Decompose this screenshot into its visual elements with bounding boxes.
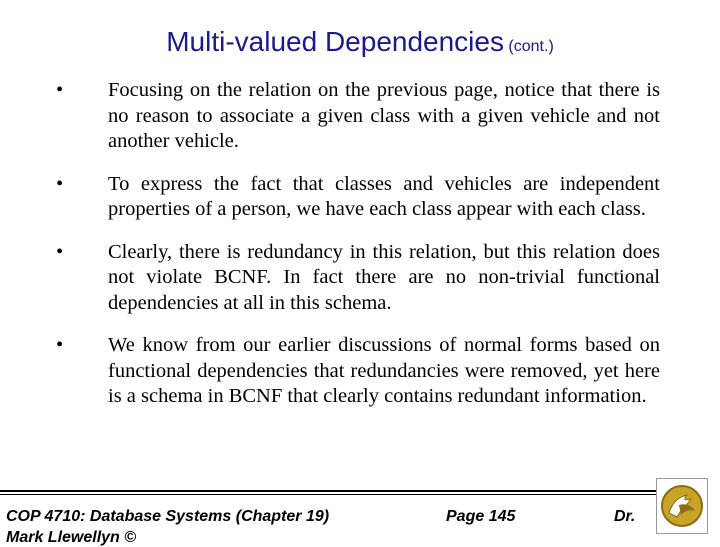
bullet-list: [56, 78, 660, 427]
bullet-text: Clearly, there is redundancy in this relation, but this relation does not violate BCNF. In fact there are no non-trivial functional dependencies at all in this schema.: [108, 240, 660, 314]
bullet-item: [56, 78, 660, 155]
bullet-icon: •: [56, 240, 64, 263]
bullet-item: [56, 333, 660, 410]
bullet-text: We know from our earlier discussions of normal forms based on functional dependencies that redundancies were removed, yet here is a schema in BCNF that clearly contains redundant information.: [108, 334, 660, 407]
bullet-icon: •: [56, 172, 64, 195]
ucf-pegasus-logo-icon: [657, 479, 707, 533]
bullet-icon: •: [56, 334, 64, 356]
logo: [656, 478, 708, 534]
bullet-item: [56, 240, 660, 317]
footer-author: Dr.: [614, 508, 636, 525]
title-main: Multi-valued Dependencies: [166, 26, 504, 57]
slide-title: [0, 26, 720, 58]
footer-author-line2: Mark Llewellyn ©: [6, 529, 137, 546]
footer-page-number: Page 145: [446, 508, 516, 525]
bullet-icon: •: [56, 79, 64, 101]
bullet-text: To express the fact that classes and vehicles are independent properties of a person, we have each class appear with each class.: [108, 172, 660, 220]
footer-divider-thin: [0, 494, 656, 495]
bullet-text: Focusing on the relation on the previous page, notice that there is no reason to associate a given class with a given vehicle and not another vehicle.: [108, 79, 660, 152]
footer-course: COP 4710: Database Systems (Chapter 19): [6, 508, 330, 525]
title-cont: (cont.): [508, 38, 554, 55]
bullet-item: [56, 172, 660, 223]
footer-divider: [0, 490, 656, 492]
